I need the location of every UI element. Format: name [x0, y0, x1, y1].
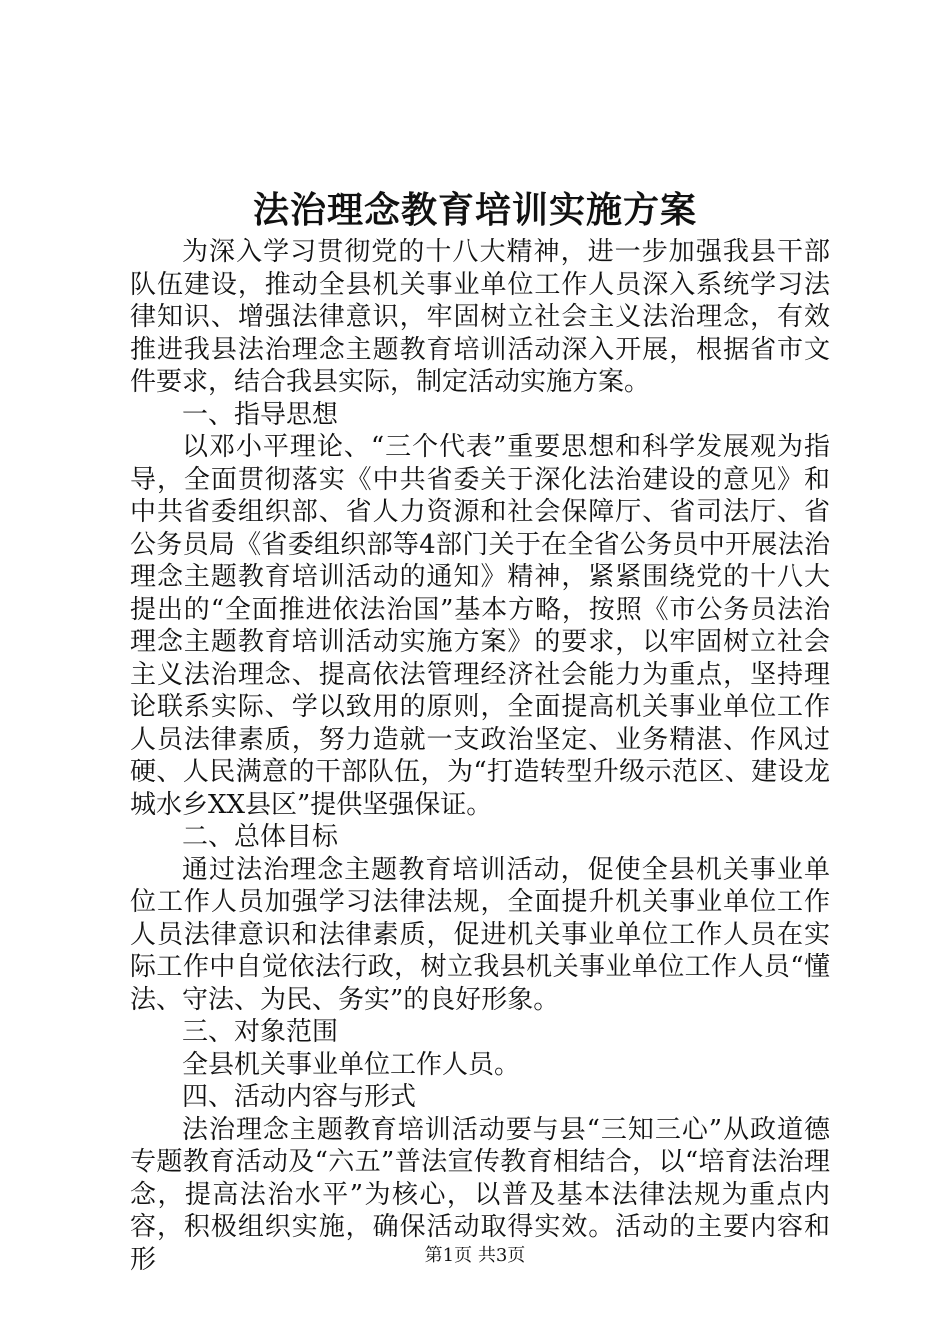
document-title: 法治理念教育培训实施方案 [252, 189, 697, 231]
intro-paragraph: 为深入学习贯彻党的十八大精神，进一步加强我县干部队伍建设，推动全县机关事业单位工作人员深入系统学习法律知识、增强法律意识，牢固树立社会主义法治理念，有效推进我县法治理念主题教育培训活动深入开展，根据省市文件要求，结合我县实际，制定活动实施方案。 [130, 237, 830, 397]
paragraph-content-form: 法治理念主题教育培训活动要与县“三知三心”从政道德专题教育活动及“六五”普法宣传教育相结合，以“培育法治理念，提高法治水平”为核心，以普及基本法律法规为重点内容，积极组织实施，确保活动取得实效。活动的主要内容和形 [130, 1114, 830, 1275]
section-heading-guiding-thought: 一、指导思想 [182, 399, 339, 430]
section-heading-content-form: 四、活动内容与形式 [182, 1082, 417, 1112]
paragraph-overall-goal: 通过法治理念主题教育培训活动，促使全县机关事业单位工作人员加强学习法律法规，全面提升机关事业单位工作人员法律意识和法律素质，促进机关事业单位工作人员在实际工作中自觉依法行政，树立我县机关事业单位工作人员“懂法、守法、为民、务实”的良好形象。 [130, 854, 830, 1015]
section-heading-scope: 三、对象范围 [182, 1017, 339, 1047]
page-number-footer: 第1页 共3页 [424, 1245, 526, 1266]
paragraph-guiding-thought: 以邓小平理论、“三个代表”重要思想和科学发展观为指导，全面贯彻落实《中共省委关于深化法治建设的意见》和中共省委组织部、省人力资源和社会保障厅、省司法厅、省公务员局《省委组织部等4部门关于在全省公务员中开展法治理念主题教育培训活动的通知》精神，紧紧围绕党的十八大提出的“全面推进依法治国”基本方略，按照《市公务员法治理念主题教育培训活动实施方案》的要求，以牢固树立社会主义法治理念、提高依法管理经济社会能力为重点，坚持理论联系实际、学以致用的原则，全面提高机关事业单位工作人员法律素质，努力造就一支政治坚定、业务精湛、作风过硬、人民满意的干部队伍，为“打造转型升级示范区、建设龙城水乡XX县区”提供坚强保证。 [130, 432, 830, 820]
paragraph-scope: 全县机关事业单位工作人员。 [182, 1049, 521, 1080]
document-body [130, 236, 830, 1276]
section-heading-overall-goal: 二、总体目标 [182, 822, 339, 852]
